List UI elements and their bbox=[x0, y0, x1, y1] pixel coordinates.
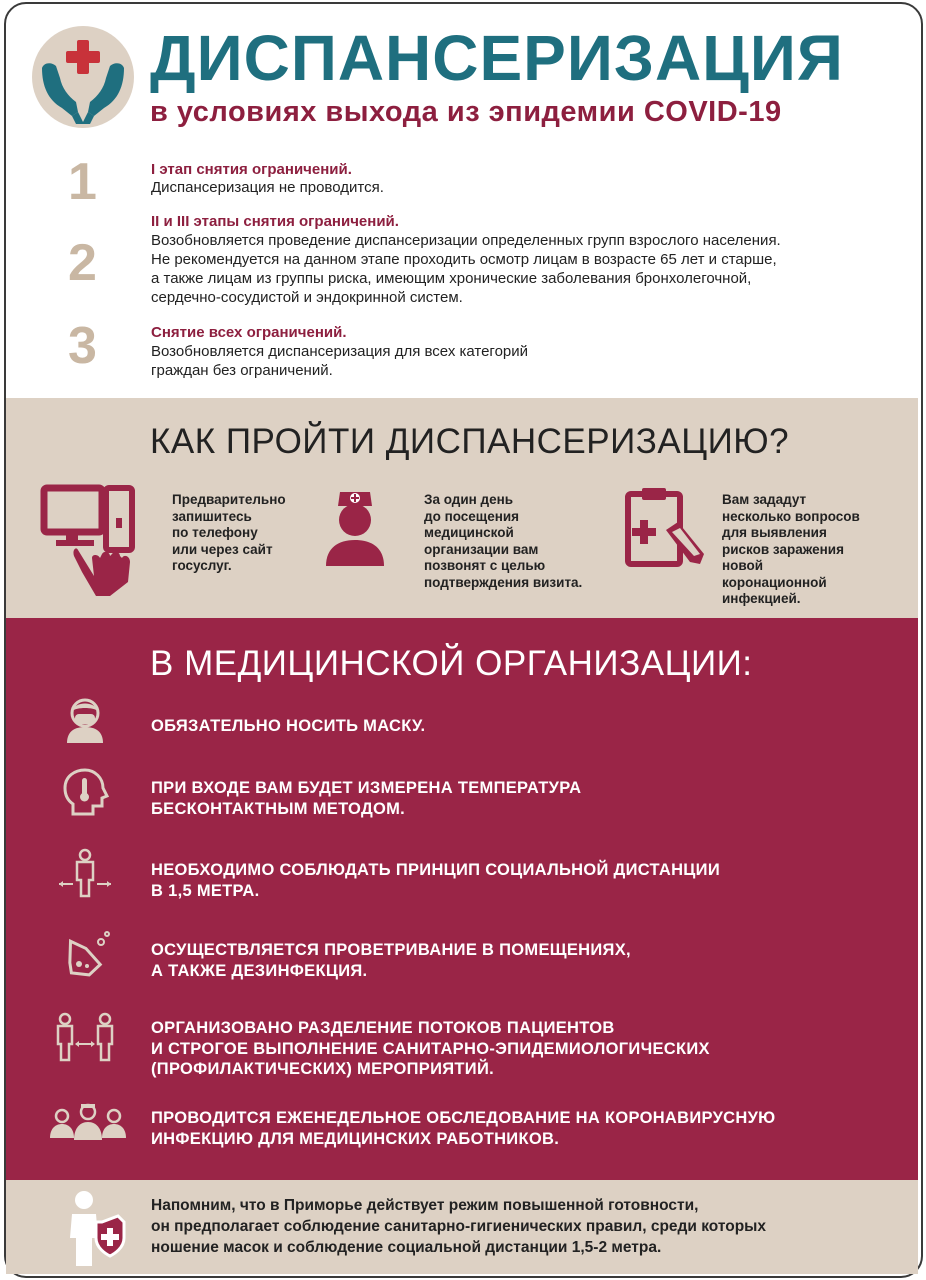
stage-title-1: I этап снятия ограничений. bbox=[151, 161, 352, 178]
how-line: Предварительно bbox=[172, 492, 286, 507]
how-line: Вам зададут bbox=[722, 492, 807, 507]
footer-text bbox=[151, 1195, 766, 1258]
how-line: или через сайт bbox=[172, 541, 273, 557]
stage-text-3 bbox=[151, 342, 528, 380]
rule-line: ОБЯЗАТЕЛЬНО НОСИТЬ МАСКУ. bbox=[151, 717, 426, 735]
rule-5-text bbox=[151, 1018, 710, 1080]
how-line: новой bbox=[722, 558, 764, 573]
rule-3-text bbox=[151, 860, 720, 901]
two-people-distance-icon bbox=[55, 1012, 115, 1064]
nurse-icon bbox=[322, 486, 388, 568]
rule-line: ИНФЕКЦИЮ ДЛЯ МЕДИЦИНСКИХ РАБОТНИКОВ. bbox=[151, 1129, 560, 1148]
person-shield-icon bbox=[66, 1188, 126, 1268]
how-step-1-text bbox=[172, 492, 286, 575]
med-title: В МЕДИЦИНСКОЙ ОРГАНИЗАЦИИ: bbox=[150, 644, 753, 683]
how-step-3-text bbox=[722, 492, 860, 608]
page-subtitle: в условиях выхода из эпидемии COVID-19 bbox=[150, 96, 782, 128]
stage-title-2: II и III этапы снятия ограничений. bbox=[151, 213, 399, 230]
rule-line: В 1,5 МЕТРА. bbox=[151, 881, 260, 900]
how-step-2-text bbox=[424, 492, 582, 591]
how-line: За один день bbox=[424, 492, 514, 507]
how-line: несколько вопросов bbox=[722, 508, 860, 524]
disinfection-flask-icon bbox=[55, 930, 115, 980]
computer-hand-icon bbox=[40, 484, 136, 600]
stage-line: а также лицам из группы риска, имеющим хронические заболевания бронхолегочной, bbox=[151, 270, 752, 287]
mask-icon bbox=[55, 695, 115, 745]
rule-line: И СТРОГОЕ ВЫПОЛНЕНИЕ САНИТАРНО-ЭПИДЕМИОЛОГИЧЕСКИХ bbox=[151, 1039, 710, 1058]
medical-workers-icon bbox=[50, 1102, 126, 1142]
rule-line: НЕОБХОДИМО СОБЛЮДАТЬ ПРИНЦИП СОЦИАЛЬНОЙ ДИСТАНЦИИ bbox=[151, 861, 720, 879]
how-line: до посещения bbox=[424, 508, 520, 524]
stage-title-3: Снятие всех ограничений. bbox=[151, 324, 347, 341]
footer-line: он предполагает соблюдение санитарно-гигиенических правил, среди которых bbox=[151, 1218, 767, 1235]
stage-number-3: 3 bbox=[68, 317, 97, 375]
how-line: рисков заражения bbox=[722, 541, 844, 557]
rule-line: ПРИ ВХОДЕ ВАМ БУДЕТ ИЗМЕРЕНА ТЕМПЕРАТУРА bbox=[151, 779, 582, 797]
how-line: инфекцией. bbox=[722, 591, 801, 606]
rule-line: (ПРОФИЛАКТИЧЕСКИХ) МЕРОПРИЯТИЙ. bbox=[151, 1060, 494, 1078]
how-line: позвонят с целью bbox=[424, 558, 546, 573]
rule-line: БЕСКОНТАКТНЫМ МЕТОДОМ. bbox=[151, 799, 406, 818]
rule-line: ОРГАНИЗОВАНО РАЗДЕЛЕНИЕ ПОТОКОВ ПАЦИЕНТОВ bbox=[151, 1019, 615, 1037]
stage-line: Не рекомендуется на данном этапе проходить осмотр лицам в возрасте 65 лет и старше, bbox=[151, 251, 777, 268]
logo bbox=[32, 26, 134, 128]
how-line: медицинской bbox=[424, 525, 514, 540]
how-line: организации вам bbox=[424, 541, 539, 557]
rule-line: А ТАКЖЕ ДЕЗИНФЕКЦИЯ. bbox=[151, 961, 368, 980]
how-line: госуслуг. bbox=[172, 558, 232, 573]
rule-1-text bbox=[151, 716, 425, 737]
stage-line: Диспансеризация не проводится. bbox=[151, 179, 384, 196]
stage-line: Возобновляется проведение диспансеризации определенных групп взрослого населения. bbox=[151, 232, 781, 249]
rule-line: ОСУЩЕСТВЛЯЕТСЯ ПРОВЕТРИВАНИЕ В ПОМЕЩЕНИЯХ, bbox=[151, 941, 631, 959]
rule-4-text bbox=[151, 940, 631, 981]
thermometer-head-icon bbox=[55, 768, 115, 818]
stage-number-2: 2 bbox=[68, 234, 97, 292]
stage-line: Возобновляется диспансеризация для всех категорий bbox=[151, 343, 529, 360]
how-line: по телефону bbox=[172, 525, 258, 540]
stage-number-1: 1 bbox=[68, 153, 97, 211]
footer-line: ношение масок и соблюдение социальной дистанции 1,5-2 метра. bbox=[151, 1239, 662, 1256]
footer-line: Напомним, что в Приморье действует режим повышенной готовности, bbox=[151, 1197, 699, 1214]
page-title: ДИСПАНСЕРИЗАЦИЯ bbox=[150, 22, 844, 94]
rule-line: ПРОВОДИТСЯ ЕЖЕНЕДЕЛЬНОЕ ОБСЛЕДОВАНИЕ НА КОРОНАВИРУСНУЮ bbox=[151, 1109, 776, 1127]
clipboard-icon bbox=[622, 484, 708, 570]
stage-text-1 bbox=[151, 178, 384, 197]
how-line: для выявления bbox=[722, 525, 827, 540]
rule-2-text bbox=[151, 778, 581, 819]
how-title: КАК ПРОЙТИ ДИСПАНСЕРИЗАЦИЮ? bbox=[150, 422, 790, 461]
how-line: запишитесь bbox=[172, 508, 252, 524]
distance-person-icon bbox=[55, 848, 115, 898]
rule-6-text bbox=[151, 1108, 775, 1149]
stage-line: сердечно-сосудистой и эндокринной систем. bbox=[151, 289, 463, 306]
stage-text-2 bbox=[151, 231, 781, 307]
hands-cross-icon bbox=[32, 26, 134, 128]
how-line: коронационной bbox=[722, 574, 827, 590]
how-line: подтверждения визита. bbox=[424, 574, 583, 590]
stage-line: граждан без ограничений. bbox=[151, 362, 333, 379]
